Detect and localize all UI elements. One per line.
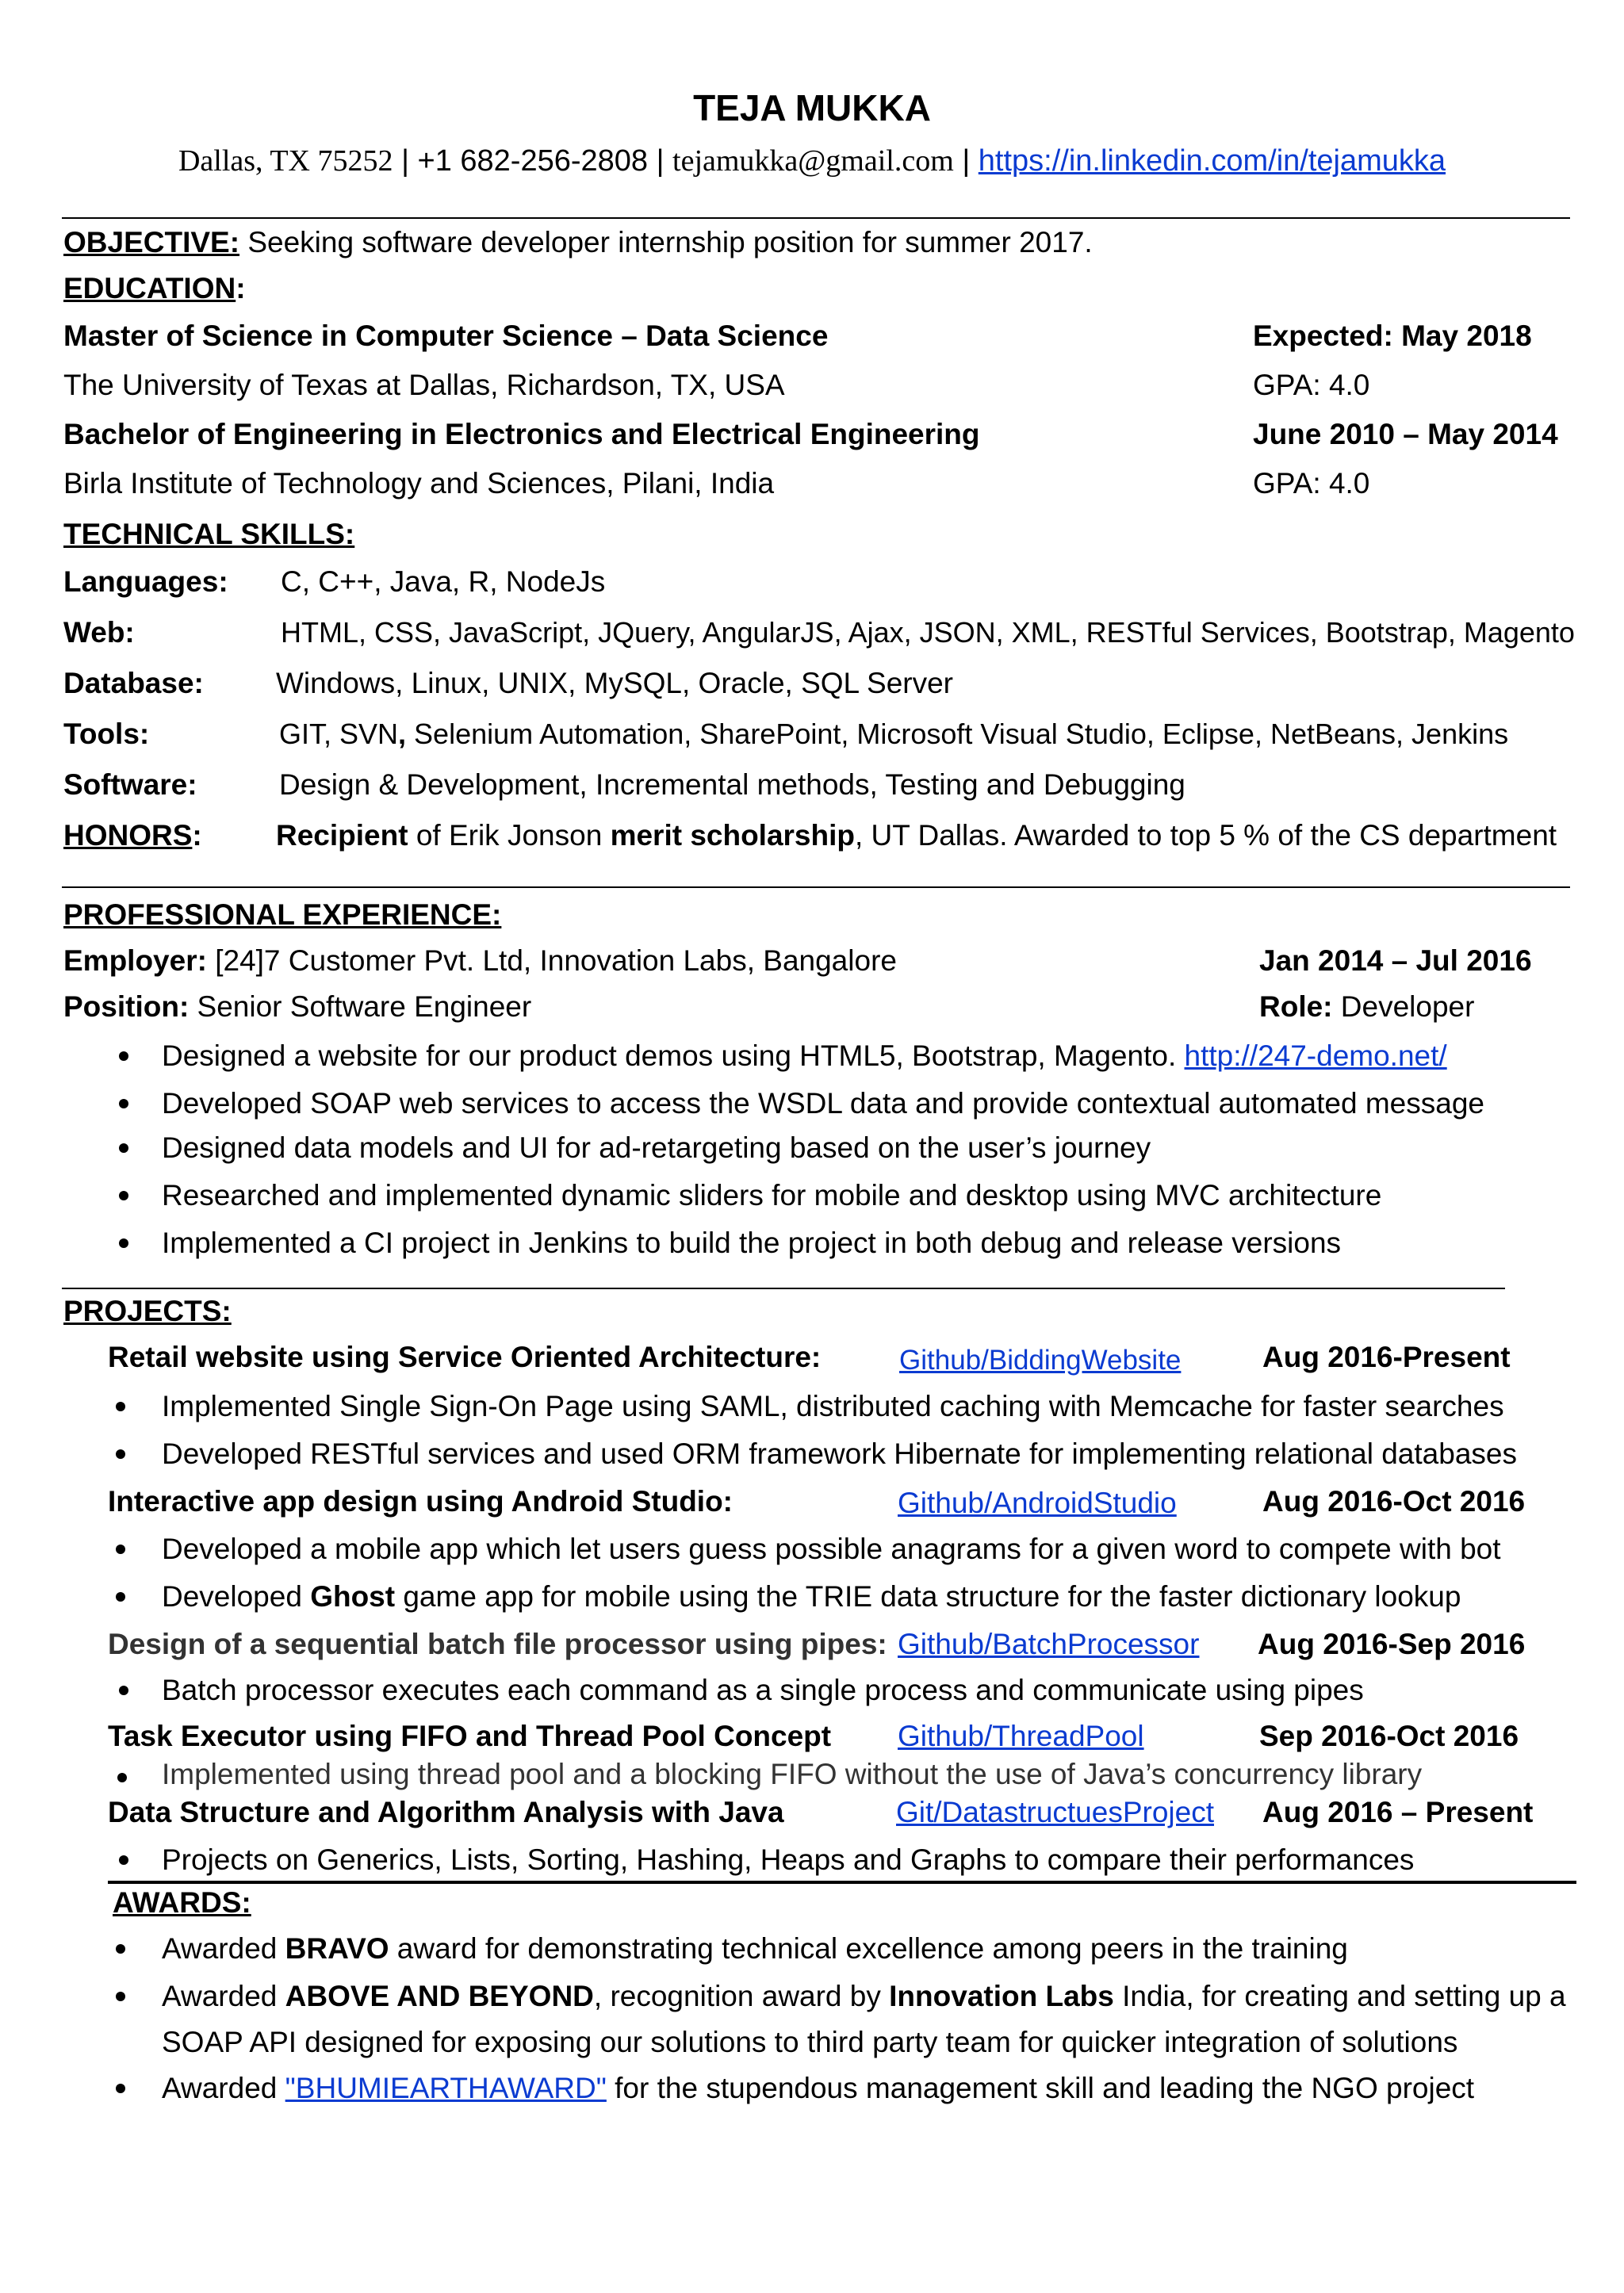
experience-bullet: Developed SOAP web services to access the WSDL data and provide contextual automated message — [162, 1087, 1484, 1120]
project-title: Design of a sequential batch file processor using pipes: — [108, 1628, 887, 1660]
skill-label-tools: Tools: — [63, 718, 150, 750]
experience-heading: PROFESSIONAL EXPERIENCE: — [63, 898, 502, 931]
bullet-dot — [119, 1051, 128, 1061]
bullet-dot — [116, 1402, 125, 1411]
project-link[interactable]: Github/BiddingWebsite — [899, 1345, 1182, 1376]
bullet-dot — [116, 1992, 125, 2001]
gpa-ms: GPA: 4.0 — [1253, 369, 1370, 401]
role-line: Role: Developer — [1259, 990, 1475, 1023]
honors-text: Recipient of Erik Jonson merit scholarship, UT Dallas. Awarded to top 5 % of the CS department — [276, 819, 1557, 852]
skill-value-web: HTML, CSS, JavaScript, JQuery, AngularJS, Ajax, JSON, XML, RESTful Services, Bootstrap, Magento — [281, 616, 1575, 649]
skill-value-languages: C, C++, Java, R, NodeJs — [281, 565, 606, 598]
location: Dallas, TX 75252 — [178, 144, 393, 178]
gpa-be: GPA: 4.0 — [1253, 467, 1370, 500]
objective — [63, 225, 1093, 260]
separator: | — [962, 144, 971, 178]
project-link[interactable]: Git/DatastructuesProject — [896, 1796, 1214, 1828]
divider — [108, 1881, 1576, 1884]
degree-ms-date: Expected: May 2018 — [1253, 320, 1532, 352]
divider — [62, 1288, 1505, 1289]
project-dates: Aug 2016 – Present — [1262, 1796, 1534, 1828]
skill-value-software: Design & Development, Incremental methods, Testing and Debugging — [279, 768, 1185, 801]
award-item: Awarded BRAVO award for demonstrating technical excellence among peers in the training — [162, 1932, 1348, 1965]
project-dates: Sep 2016-Oct 2016 — [1259, 1720, 1519, 1752]
objective-label: OBJECTIVE: — [63, 226, 240, 258]
bullet-dot — [119, 1099, 128, 1108]
project-bullet: Developed Ghost game app for mobile using the TRIE data structure for the faster dictionary lookup — [162, 1580, 1461, 1613]
separator: | — [656, 144, 665, 178]
skill-value-tools: GIT, SVN, Selenium Automation, SharePoint, Microsoft Visual Studio, Eclipse, NetBeans, Jenkins — [279, 718, 1509, 750]
objective-text: Seeking software developer internship position for summer 2017. — [247, 226, 1093, 258]
project-link[interactable]: Github/BatchProcessor — [898, 1628, 1200, 1660]
bullet-dot — [119, 1855, 128, 1865]
email: tejamukka@gmail.com — [672, 144, 954, 178]
bullet-dot — [119, 1143, 128, 1153]
skills-heading: TECHNICAL SKILLS: — [63, 518, 355, 550]
linkedin-link[interactable]: https://in.linkedin.com/in/tejamukka — [978, 144, 1446, 178]
project-dates: Aug 2016-Sep 2016 — [1258, 1628, 1526, 1660]
experience-bullet: Designed a website for our product demos using HTML5, Bootstrap, Magento. http://247-demo.net/ — [162, 1039, 1447, 1072]
school-utd: The University of Texas at Dallas, Richardson, TX, USA — [63, 369, 785, 401]
bullet-dot — [116, 2084, 125, 2093]
skill-label-database: Database: — [63, 667, 204, 699]
project-dates: Aug 2016-Oct 2016 — [1262, 1485, 1526, 1518]
project-title: Data Structure and Algorithm Analysis with Java — [108, 1796, 784, 1828]
phone: +1 682-256-2808 — [417, 144, 649, 178]
skill-label-software: Software: — [63, 768, 197, 801]
project-title: Task Executor using FIFO and Thread Pool Concept — [108, 1720, 832, 1752]
award-item: Awarded "BHUMIEARTHAWARD" for the stupendous management skill and leading the NGO project — [162, 2072, 1475, 2104]
degree-ms: Master of Science in Computer Science – Data Science — [63, 320, 829, 352]
project-bullet: Batch processor executes each command as a single process and communicate using pipes — [162, 1674, 1364, 1706]
experience-bullet: Researched and implemented dynamic sliders for mobile and desktop using MVC architecture — [162, 1179, 1382, 1212]
bullet-dot — [116, 1592, 125, 1602]
divider — [62, 217, 1570, 219]
project-bullet: Implemented using thread pool and a blocking FIFO without the use of Java’s concurrency library — [162, 1758, 1423, 1790]
divider — [62, 886, 1570, 888]
skill-value-database: Windows, Linux, UNIX, MySQL, Oracle, SQL Server — [276, 667, 953, 699]
bullet-dot — [116, 1545, 125, 1554]
employer-line: Employer: [24]7 Customer Pvt. Ltd, Innovation Labs, Bangalore — [63, 944, 897, 977]
experience-bullet: Implemented a CI project in Jenkins to build the project in both debug and release versions — [162, 1227, 1342, 1259]
bullet-dot — [116, 1944, 125, 1954]
experience-bullet: Designed data models and UI for ad-retargeting based on the user’s journey — [162, 1131, 1151, 1164]
skill-label-languages: Languages: — [63, 565, 228, 598]
project-bullet: Projects on Generics, Lists, Sorting, Hashing, Heaps and Graphs to compare their performances — [162, 1843, 1415, 1876]
project-title: Interactive app design using Android Studio: — [108, 1485, 733, 1518]
bullet-dot — [117, 1773, 127, 1782]
award-link[interactable]: "BHUMIEARTHAWARD" — [285, 2072, 607, 2104]
skill-label-web: Web: — [63, 616, 135, 649]
project-bullet: Developed RESTful services and used ORM framework Hibernate for implementing relational databases — [162, 1437, 1517, 1470]
award-item-continuation: SOAP API designed for exposing our solutions to third party team for quicker integration of solutions — [162, 2026, 1458, 2058]
degree-be: Bachelor of Engineering in Electronics and Electrical Engineering — [63, 418, 980, 450]
project-link[interactable]: Github/ThreadPool — [898, 1720, 1144, 1752]
bullet-dot — [119, 1238, 128, 1248]
projects-heading: PROJECTS: — [63, 1295, 232, 1327]
awards-heading: AWARDS: — [113, 1886, 251, 1919]
project-link[interactable]: Github/AndroidStudio — [898, 1487, 1177, 1519]
project-bullet: Developed a mobile app which let users guess possible anagrams for a given word to compete with bot — [162, 1533, 1501, 1565]
project-bullet: Implemented Single Sign-On Page using SAML, distributed caching with Memcache for faster searches — [162, 1390, 1504, 1422]
education-heading: EDUCATION: — [63, 272, 246, 304]
candidate-name: TEJA MUKKA — [693, 87, 931, 128]
bullet-dot — [116, 1449, 125, 1459]
honors-label: HONORS: — [63, 819, 202, 852]
school-bits: Birla Institute of Technology and Sciences, Pilani, India — [63, 467, 775, 500]
demo-link[interactable]: http://247-demo.net/ — [1184, 1039, 1447, 1072]
bullet-dot — [119, 1191, 128, 1200]
project-dates: Aug 2016-Present — [1262, 1341, 1511, 1373]
position-line: Position: Senior Software Engineer — [63, 990, 532, 1023]
award-item: Awarded ABOVE AND BEYOND, recognition award by Innovation Labs India, for creating and setting up a — [162, 1980, 1566, 2012]
employment-dates: Jan 2014 – Jul 2016 — [1259, 944, 1532, 977]
separator: | — [401, 144, 409, 178]
bullet-dot — [119, 1686, 128, 1695]
project-title: Retail website using Service Oriented Architecture: — [108, 1341, 822, 1373]
degree-be-date: June 2010 – May 2014 — [1253, 418, 1558, 450]
contact-line — [0, 143, 1624, 179]
